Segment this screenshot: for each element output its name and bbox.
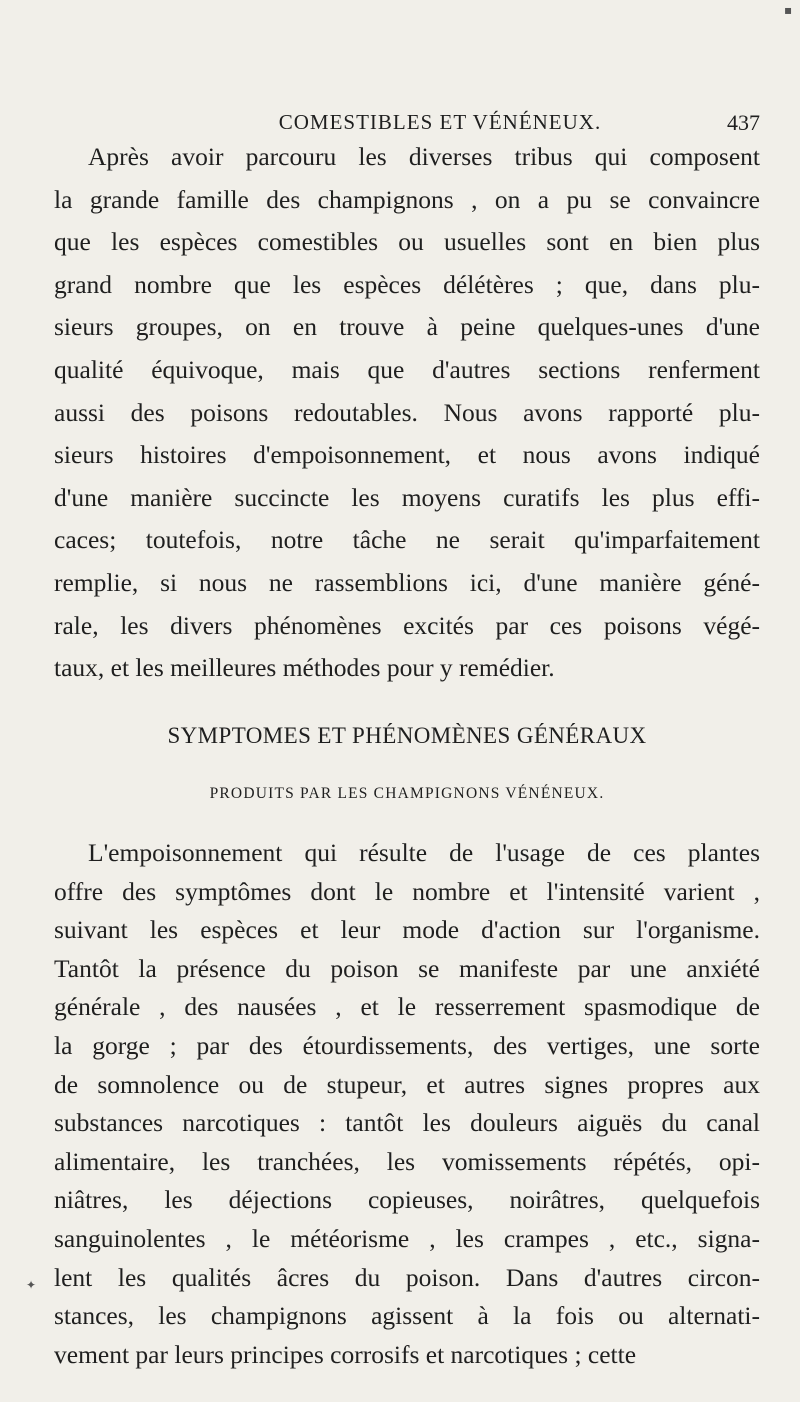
paragraph-1-line: Après avoir parcouru les diverses tribus qui composent [88, 142, 760, 171]
paragraph-2-line: suivant les espèces et leur mode d'action sur l'organisme. [54, 915, 760, 945]
running-title: COMESTIBLES ET VÉNÉNEUX. [278, 110, 602, 134]
paragraph-2-line: alimentaire, les tranchées, les vomissements répétés, opi- [54, 1146, 760, 1176]
running-head [120, 110, 760, 138]
paragraph-2-line: de somnolence ou de stupeur, et autres signes propres aux [54, 1069, 760, 1099]
paragraph-1-line: qualité équivoque, mais que d'autres sections renferment [54, 355, 760, 384]
paragraph-1-line: caces; toutefois, notre tâche ne serait qu'imparfaitement [54, 525, 760, 555]
section-subheading: PRODUITS PAR LES CHAMPIGNONS VÉNÉNEUX. [209, 785, 605, 802]
ink-speck: ▪ [784, 3, 793, 17]
paragraph-2-line: générale , des nausées , et le resserrement spasmodique de [54, 992, 760, 1022]
paragraph-2-line: niâtres, les déjections copieuses, noirâtres, quelquefois [54, 1185, 760, 1215]
paragraph-2-line: la gorge ; par des étourdissements, des vertiges, une sorte [54, 1031, 760, 1060]
paragraph-1-line: grand nombre que les espèces délétères ; que, dans plu- [54, 269, 760, 299]
paragraph-2-line: sanguinolentes , le météorisme , les crampes , etc., signa- [54, 1224, 760, 1253]
paragraph-1-line: sieurs groupes, on en trouve à peine quelques-unes d'une [54, 312, 760, 342]
paragraph-2-line: vement par leurs principes corrosifs et narcotiques ; cette [54, 1339, 637, 1369]
paragraph-2-line: substances narcotiques : tantôt les douleurs aiguës du canal [54, 1108, 760, 1138]
ink-speck: ✦ [26, 1278, 37, 1292]
section-heading: SYMPTOMES ET PHÉNOMÈNES GÉNÉRAUX [167, 723, 647, 748]
page-number: 437 [727, 110, 760, 135]
paragraph-2-line: L'empoisonnement qui résulte de l'usage de ces plantes [88, 838, 760, 867]
paragraph-1-line: taux, et les meilleures méthodes pour y remédier. [54, 653, 555, 683]
paragraph-1-line: sieurs histoires d'empoisonnement, et nous avons indiqué [54, 440, 760, 470]
paragraph-1-line: la grande famille des champignons , on a pu se convaincre [54, 184, 760, 214]
paragraph-1-line: aussi des poisons redoutables. Nous avons rapporté plu- [54, 397, 760, 427]
paragraph-2-line: Tantôt la présence du poison se manifeste par une anxiété [54, 953, 760, 983]
paragraph-1-line: remplie, si nous ne rassemblions ici, d'une manière géné- [54, 568, 760, 597]
paragraph-1-line: rale, les divers phénomènes excités par ces poisons végé- [54, 610, 760, 640]
paragraph-2-line: lent les qualités âcres du poison. Dans d'autres circon- [54, 1262, 760, 1292]
paragraph-2-line: stances, les champignons agissent à la fois ou alternati- [54, 1301, 760, 1331]
paragraph-1-line: que les espèces comestibles ou usuelles sont en bien plus [54, 227, 760, 257]
paragraph-1-line: d'une manière succincte les moyens curatifs les plus effi- [54, 482, 760, 512]
paragraph-2-line: offre des symptômes dont le nombre et l'intensité varient , [54, 876, 760, 906]
